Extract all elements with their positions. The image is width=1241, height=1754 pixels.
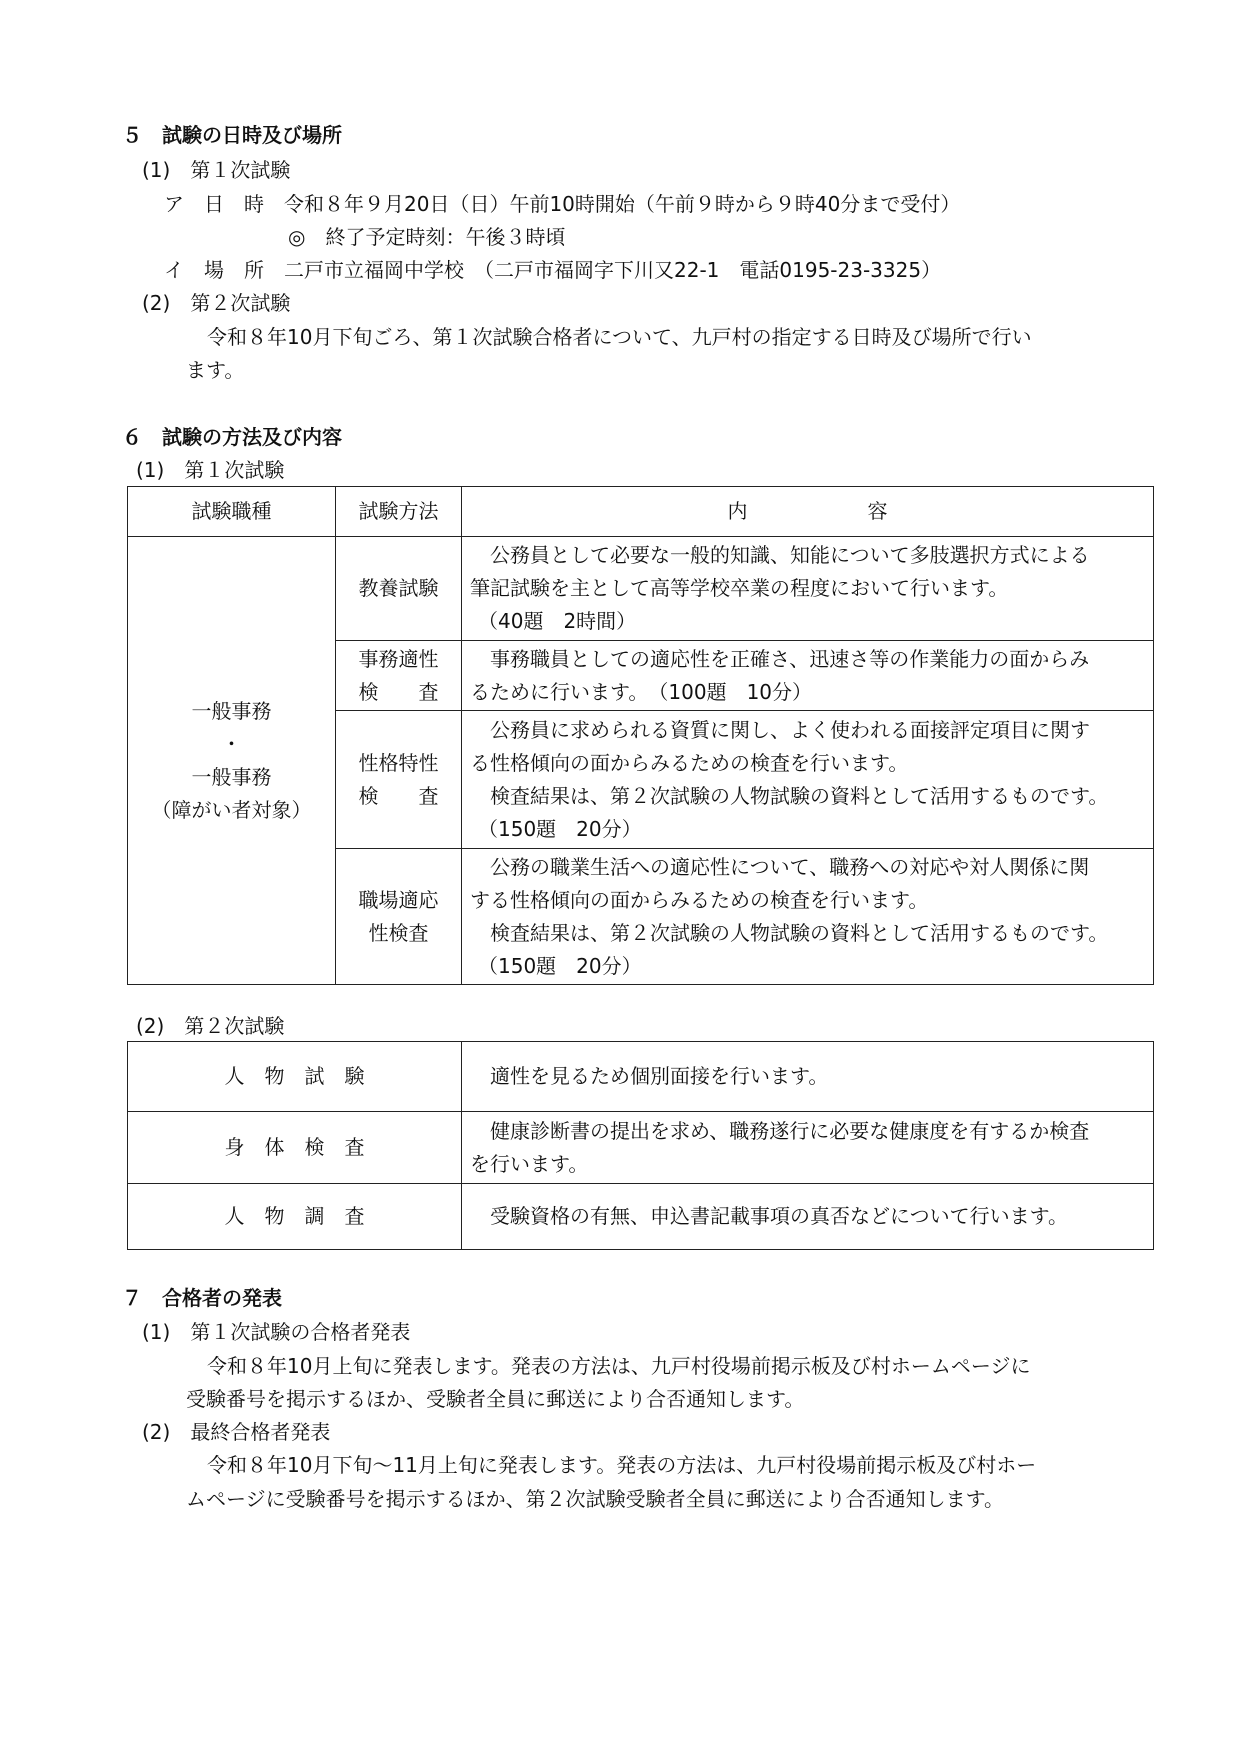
section-5-heading: ５ 試験の日時及び場所 — [122, 123, 342, 147]
method-label: 職場適応 — [358, 887, 439, 912]
content-line: 筆記試験を主として高等学校卒業の程度において行います。 — [470, 576, 1009, 600]
section-5-sub2: (2) 第２次試験 — [142, 291, 291, 315]
section-6-sub2: (2) 第２次試験 — [136, 1014, 285, 1038]
content-line: （40題 2時間） — [478, 609, 637, 633]
second-exam-desc — [462, 1184, 1154, 1250]
method-label: 検 査 — [358, 783, 439, 808]
section-5-sub1: (1) 第１次試験 — [142, 158, 291, 182]
content-line: （150題 20分） — [478, 953, 642, 978]
content-line: を行います。 — [470, 1151, 589, 1176]
job-line: ・ — [221, 731, 242, 756]
content-line: る性格傾向の面からみるための検査を行います。 — [470, 750, 909, 775]
header-method: 試験方法 — [336, 487, 462, 537]
job-category-cell — [128, 537, 336, 985]
content-line: 検査結果は、第２次試験の人物試験の資料として活用するものです。 — [490, 920, 1109, 945]
method-cell — [336, 849, 462, 985]
second-exam-desc — [462, 1042, 1154, 1112]
section-7-sub2: (2) 最終合格者発表 — [142, 1420, 331, 1444]
job-line: 一般事務 — [191, 698, 272, 723]
method-label: 性格特性 — [358, 750, 439, 775]
content-line: 適性を見るため個別面接を行います。 — [490, 1064, 829, 1088]
header-content: 内 容 — [462, 487, 1154, 537]
content-line: する性格傾向の面からみるための検査を行います。 — [470, 887, 929, 912]
method-cell — [336, 641, 462, 711]
content-line: 事務職員としての適応性を正確さ、迅速さ等の作業能力の面からみ — [490, 646, 1090, 671]
content-line: 公務員に求められる資質に関し、よく使われる面接評定項目に関す — [490, 717, 1090, 742]
section-7-sub1: (1) 第１次試験の合格者発表 — [142, 1320, 411, 1344]
section-7-heading: ７ 合格者の発表 — [122, 1286, 282, 1310]
second-exam-text-2: ます。 — [186, 358, 245, 382]
content-cell — [462, 641, 1154, 711]
header-job: 試験職種 — [128, 487, 336, 537]
content-line: （150題 20分） — [478, 816, 642, 841]
method-label: 検 査 — [358, 679, 439, 704]
method-cell — [336, 711, 462, 849]
content-line: 公務員として必要な一般的知識、知能について多肢選択方式による — [490, 543, 1090, 567]
second-exam-name: 身 体 検 査 — [128, 1112, 462, 1184]
job-line: （障がい者対象） — [151, 797, 312, 822]
content-line: 検査結果は、第２次試験の人物試験の資料として活用するものです。 — [490, 783, 1109, 808]
section-6-heading: ６ 試験の方法及び内容 — [122, 425, 342, 449]
content-cell — [462, 711, 1154, 849]
content-cell — [462, 849, 1154, 985]
final-announce-text-2: ムページに受験番号を掲示するほか、第２次試験受験者全員に郵送により合否通知します。 — [186, 1487, 1004, 1511]
job-line: 一般事務 — [191, 764, 272, 789]
final-announce-text-1: 令和８年10月下旬～11月上旬に発表します。発表の方法は、九戸村役場前掲示板及び村ホー — [207, 1453, 1037, 1477]
second-exam-text-1: 令和８年10月下旬ごろ、第１次試験合格者について、九戸村の指定する日時及び場所で行い — [207, 325, 1032, 349]
content-cell — [462, 537, 1154, 641]
first-announce-text-1: 令和８年10月上旬に発表します。発表の方法は、九戸村役場前掲示板及び村ホームページに — [207, 1354, 1031, 1378]
content-line: 健康診断書の提出を求め、職務遂行に必要な健康度を有するか検査 — [490, 1118, 1090, 1143]
content-line: 受験資格の有無、申込書記載事項の真否などについて行います。 — [490, 1204, 1068, 1228]
second-exam-desc — [462, 1112, 1154, 1184]
exam-end-time: ◎ 終了予定時刻：午後３時頃 — [288, 225, 566, 249]
method-label: 性検査 — [368, 920, 429, 945]
second-exam-table — [127, 1041, 1154, 1250]
section-6-sub1: (1) 第１次試験 — [136, 458, 285, 482]
first-announce-text-2: 受験番号を掲示するほか、受験者全員に郵送により合否通知します。 — [186, 1387, 805, 1411]
content-line: るために行います。 （100題 10分） — [470, 679, 813, 704]
method-cell — [336, 537, 462, 641]
content-line: 公務の職業生活への適応性について、職務への対応や対人関係に関 — [490, 854, 1090, 879]
second-exam-name: 人 物 試 験 — [128, 1042, 462, 1112]
method-label: 事務適性 — [358, 646, 439, 671]
exam-place-line: イ 場 所 二戸市立福岡中学校 （二戸市福岡字下川又22-1 電話0195-23-3325） — [164, 258, 942, 282]
exam-date-line: ア 日 時 令和８年９月20日（日）午前10時開始（午前９時から９時40分まで受付） — [164, 192, 961, 216]
first-exam-table — [127, 486, 1154, 985]
second-exam-name: 人 物 調 査 — [128, 1184, 462, 1250]
method-label: 教養試験 — [358, 576, 439, 600]
